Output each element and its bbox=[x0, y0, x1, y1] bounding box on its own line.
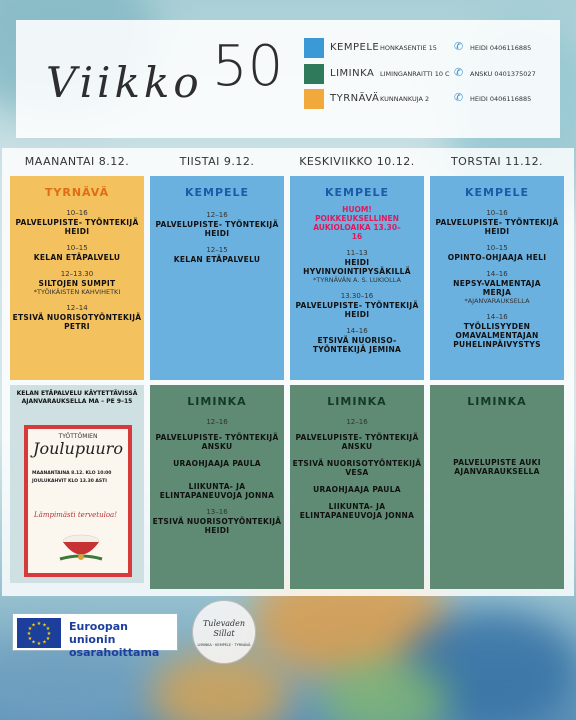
poster-top: TYÖTTÖMIEN bbox=[58, 433, 98, 440]
logo-title: Tulevaden Sillat bbox=[202, 619, 246, 638]
entry-text: PALVELUPISTE- TYÖNTEKIJÄ HEIDI bbox=[295, 301, 419, 319]
entry-time: 11–13 bbox=[346, 249, 368, 257]
alert-entry bbox=[290, 205, 424, 241]
legend-contact: HEIDI 0406116885 bbox=[470, 44, 532, 52]
legend-address: HONKASENTIE 15 bbox=[380, 44, 437, 52]
svg-text:★: ★ bbox=[31, 639, 36, 646]
svg-text:★: ★ bbox=[45, 636, 51, 642]
place-label: LIMINKA bbox=[327, 395, 387, 408]
wednesday-liminka-cell bbox=[290, 385, 424, 589]
schedule-entry bbox=[150, 211, 284, 238]
phone-icon: ✆ bbox=[454, 91, 464, 104]
alert-text: HUOM! POIKKEUKSELLINEN AUKIOLOAIKA 13.30–16 bbox=[313, 205, 401, 241]
day-header-thursday: TORSTAI 11.12. bbox=[450, 155, 544, 168]
legend-name: TYRNÄVÄ bbox=[330, 93, 380, 104]
entry-text: LIIKUNTA- JA ELINTAPANEUVOJA JONNA bbox=[159, 482, 275, 500]
entry-text: ETSIVÄ NUORISOTYÖNTEKIJÄ HEIDI bbox=[152, 517, 282, 535]
entry-text: TYÖLLISYYDEN OMAVALMENTAJAN PUHELINPÄIVYSTYS bbox=[453, 322, 541, 349]
week-number: 50 bbox=[212, 34, 284, 99]
schedule-entry bbox=[430, 244, 564, 262]
logo-subtitle: LIMINKA · KEMPELE · TYRNÄVÄ bbox=[197, 643, 251, 647]
entry-time: 13.30–16 bbox=[340, 292, 374, 300]
entry-time: 12–16 bbox=[346, 418, 368, 426]
thursday-liminka-cell bbox=[430, 385, 564, 589]
svg-text:★: ★ bbox=[26, 631, 32, 637]
tulevaden-sillat-logo bbox=[192, 600, 256, 664]
eu-flag-icon bbox=[17, 618, 61, 648]
entry-time: 10–15 bbox=[66, 244, 88, 252]
schedule-entry bbox=[10, 270, 144, 296]
liminka-swatch bbox=[304, 64, 324, 84]
entry-text: ETSIVÄ NUORISO- TYÖNTEKIJÄ JEMINA bbox=[312, 336, 402, 354]
entry-time: 14–16 bbox=[346, 327, 368, 335]
entry-text: PALVELUPISTE- TYÖNTEKIJÄ HEIDI bbox=[155, 220, 279, 238]
entry-text: PALVELUPISTE- TYÖNTEKIJÄ ANSKU bbox=[155, 433, 279, 451]
legend-address: KUNNANKUJA 2 bbox=[380, 95, 430, 103]
phone-icon: ✆ bbox=[454, 40, 464, 53]
kela-info-text: KELAN ETÄPALVELU KÄYTETTÄVISSÄ AJANVARAUKSELLA MA – PE 9–15 bbox=[16, 390, 138, 405]
entry-text: HEIDI HYVINVOINTIPYSÄKILLÄ bbox=[303, 258, 411, 276]
entry-note: *TYRNÄVÄN A. S. LUKIOLLA bbox=[313, 276, 401, 284]
poster-line1: MAANANTAINA 8.12. KLO 10:00 bbox=[32, 471, 112, 476]
schedule-entry bbox=[430, 270, 564, 305]
schedule-entry bbox=[290, 502, 424, 520]
schedule-entry bbox=[150, 433, 284, 451]
entry-text: SILTOJEN SUMPIT bbox=[38, 279, 116, 288]
entry-time: 14–16 bbox=[486, 313, 508, 321]
poster-line2: JOULUKAHVIT KLO 13.30 ASTI bbox=[32, 479, 107, 484]
entry-time: 12–16 bbox=[206, 211, 228, 219]
entry-text: LIIKUNTA- JA ELINTAPANEUVOJA JONNA bbox=[299, 502, 415, 520]
day-header-monday: MAANANTAI 8.12. bbox=[24, 155, 130, 168]
place-label: KEMPELE bbox=[464, 186, 530, 199]
entry-time: 14–16 bbox=[486, 270, 508, 278]
day-header-tuesday: TIISTAI 9.12. bbox=[179, 155, 255, 168]
legend-name: LIMINKA bbox=[330, 68, 375, 79]
legend-row-tyrnava bbox=[304, 89, 564, 109]
legend-name: KEMPELE bbox=[330, 42, 380, 53]
entry-note: *AJANVARAUKSELLA bbox=[464, 297, 530, 305]
entry-text: ETSIVÄ NUORISOTYÖNTEKIJÄ VESA bbox=[292, 459, 422, 477]
svg-text:★: ★ bbox=[45, 626, 51, 632]
tuesday-kempele-cell bbox=[150, 176, 284, 380]
place-label: KEMPELE bbox=[324, 186, 390, 199]
day-header-wednesday: KESKIVIIKKO 10.12. bbox=[299, 155, 415, 168]
entry-time: 12–13.30 bbox=[60, 270, 94, 278]
eu-funding-text: Euroopan unionin osarahoittama bbox=[69, 620, 160, 659]
entry-time: 10–16 bbox=[486, 209, 508, 217]
entry-time: 12–16 bbox=[206, 418, 228, 426]
svg-text:★: ★ bbox=[31, 622, 36, 629]
legend-row-liminka bbox=[304, 64, 564, 84]
entry-text: URAOHJAAJA PAULA bbox=[173, 459, 261, 468]
schedule-entry bbox=[430, 458, 564, 476]
entry-note: *TYÖIKÄISTEN KAHVIHETKI bbox=[33, 288, 121, 296]
entry-text: ETSIVÄ NUORISOTYÖNTEKIJÄ PETRI bbox=[12, 313, 142, 331]
schedule-entry bbox=[150, 482, 284, 500]
wednesday-kempele-cell bbox=[290, 176, 424, 380]
schedule-entry bbox=[150, 508, 284, 535]
entry-time: 10–15 bbox=[486, 244, 508, 252]
eu-funding-badge bbox=[12, 613, 178, 659]
svg-text:★: ★ bbox=[27, 626, 33, 632]
schedule-entry bbox=[290, 459, 424, 477]
place-label: KEMPELE bbox=[184, 186, 250, 199]
svg-text:★: ★ bbox=[42, 639, 47, 646]
schedule-entry bbox=[290, 292, 424, 319]
entry-text: KELAN ETÄPALVELU bbox=[173, 255, 261, 264]
legend-contact: HEIDI 0406116885 bbox=[470, 95, 532, 103]
schedule-entry bbox=[10, 209, 144, 236]
entry-text: PALVELUPISTE- TYÖNTEKIJÄ HEIDI bbox=[435, 218, 559, 236]
schedule-entry bbox=[290, 485, 424, 494]
schedule-entry bbox=[290, 327, 424, 354]
place-label: LIMINKA bbox=[187, 395, 247, 408]
thursday-kempele-cell bbox=[430, 176, 564, 380]
legend-row-kempele bbox=[304, 38, 564, 58]
entry-text: OPINTO-OHJAAJA HELI bbox=[447, 253, 547, 262]
entry-time: 12–15 bbox=[206, 246, 228, 254]
tuesday-liminka-cell bbox=[150, 385, 284, 589]
phone-icon: ✆ bbox=[454, 66, 464, 79]
svg-text:★: ★ bbox=[27, 636, 33, 642]
schedule-entry bbox=[150, 459, 284, 468]
svg-text:★: ★ bbox=[36, 641, 42, 647]
porridge-bowl-icon bbox=[58, 533, 104, 563]
place-label: LIMINKA bbox=[467, 395, 527, 408]
joulupuuro-poster bbox=[24, 425, 132, 577]
schedule-entry bbox=[430, 313, 564, 349]
svg-text:★: ★ bbox=[36, 621, 42, 627]
monday-tyrnava-cell bbox=[10, 176, 144, 380]
entry-text: PALVELUPISTE- TYÖNTEKIJÄ HEIDI bbox=[15, 218, 139, 236]
entry-text: KELAN ETÄPALVELU bbox=[33, 253, 121, 262]
entry-text: PALVELUPISTE AUKI AJANVARAUKSELLA bbox=[453, 458, 541, 476]
schedule-entry bbox=[10, 304, 144, 331]
schedule-entry bbox=[150, 246, 284, 264]
svg-text:★: ★ bbox=[42, 622, 47, 629]
tyrnava-swatch bbox=[304, 89, 324, 109]
legend-address: LIMINGANRAITTI 10 C bbox=[380, 70, 450, 78]
svg-text:★: ★ bbox=[46, 631, 52, 637]
entry-text: URAOHJAAJA PAULA bbox=[313, 485, 401, 494]
page-title: Viikko bbox=[46, 58, 203, 107]
schedule-entry bbox=[10, 244, 144, 262]
entry-time: 13–16 bbox=[206, 508, 228, 516]
entry-text: NEPSY-VALMENTAJA MERJA bbox=[453, 279, 541, 297]
entry-time: 10–16 bbox=[66, 209, 88, 217]
entry-text: PALVELUPISTE- TYÖNTEKIJÄ ANSKU bbox=[295, 433, 419, 451]
poster-title: Joulupuuro bbox=[33, 439, 123, 458]
poster-welcome: Lämpimästi tervetuloa! bbox=[34, 511, 118, 519]
legend-contact: ANSKU 0401375027 bbox=[470, 70, 536, 78]
kempele-swatch bbox=[304, 38, 324, 58]
place-label: TYRNÄVÄ bbox=[44, 186, 110, 199]
schedule-entry bbox=[290, 433, 424, 451]
schedule-entry bbox=[290, 249, 424, 284]
schedule-entry bbox=[430, 209, 564, 236]
entry-time: 12–14 bbox=[66, 304, 88, 312]
